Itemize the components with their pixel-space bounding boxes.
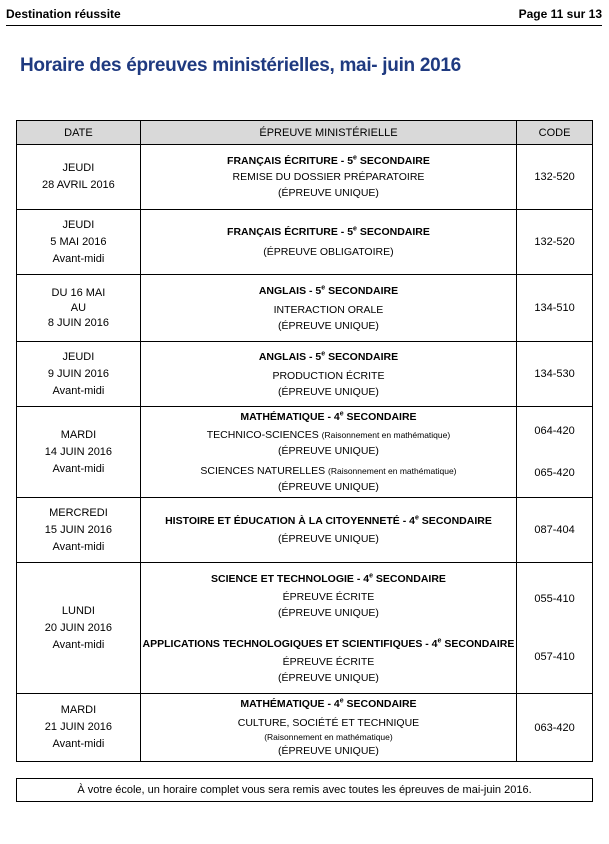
- exam-detail: ÉPREUVE ÉCRITE: [282, 590, 375, 603]
- header-left-text: Destination réussite: [6, 7, 121, 21]
- exam-code: 132-520: [534, 171, 575, 183]
- exam-detail: REMISE DU DOSSIER PRÉPARATOIRE: [232, 171, 425, 183]
- date-line: Avant-midi: [52, 252, 105, 265]
- date-cell: [17, 563, 141, 694]
- date-line: MARDI: [60, 428, 97, 441]
- exam-code: 057-410: [534, 651, 575, 663]
- column-header-exam: ÉPREUVE MINISTÉRIELLE: [140, 121, 516, 145]
- date-line: 14 JUIN 2016: [44, 445, 113, 458]
- code-cell: [517, 694, 593, 762]
- exam-detail: (Raisonnement en mathématique): [264, 732, 393, 742]
- page-number: Page 11 sur 13: [518, 7, 602, 21]
- column-header-code: CODE: [517, 121, 593, 145]
- code-cell: [517, 210, 593, 275]
- date-line: AU: [70, 301, 87, 314]
- table-row: [17, 210, 593, 275]
- exam-cell: [140, 342, 516, 407]
- exam-code: 055-410: [534, 593, 575, 605]
- exam-schedule-table: [16, 120, 593, 762]
- exam-cell: [140, 407, 516, 498]
- exam-detail: ÉPREUVE ÉCRITE: [282, 655, 375, 668]
- date-line: LUNDI: [61, 604, 95, 617]
- exam-detail: (ÉPREUVE OBLIGATOIRE): [263, 246, 394, 258]
- exam-cell: [140, 145, 516, 210]
- page-header: [6, 3, 602, 26]
- code-cell: [517, 275, 593, 342]
- table-row: [17, 563, 593, 694]
- date-cell: [17, 275, 141, 342]
- exam-title: APPLICATIONS TECHNOLOGIQUES ET SCIENTIFIQUES - 4e SECONDAIRE: [142, 637, 515, 650]
- exam-title: SCIENCE ET TECHNOLOGIE - 4e SECONDAIRE: [210, 572, 446, 585]
- exam-detail: PRODUCTION ÉCRITE: [272, 369, 385, 382]
- exam-detail: (ÉPREUVE UNIQUE): [277, 187, 379, 199]
- exam-cell: [140, 563, 516, 694]
- exam-detail: CULTURE, SOCIÉTÉ ET TECHNIQUE: [237, 717, 420, 729]
- exam-title: HISTOIRE ET ÉDUCATION À LA CITOYENNETÉ - 4e SECONDAIRE: [165, 514, 492, 527]
- exam-detail: (ÉPREUVE UNIQUE): [277, 385, 379, 398]
- exam-code: 065-420: [534, 467, 575, 479]
- exam-detail: (ÉPREUVE UNIQUE): [277, 445, 379, 457]
- exam-cell: [140, 498, 516, 563]
- exam-detail: (ÉPREUVE UNIQUE): [277, 745, 379, 757]
- exam-detail: (ÉPREUVE UNIQUE): [277, 533, 379, 545]
- exam-cell: [140, 694, 516, 762]
- code-cell: [517, 145, 593, 210]
- exam-detail: (ÉPREUVE UNIQUE): [277, 481, 379, 493]
- table-row: [17, 342, 593, 407]
- date-line: Avant-midi: [52, 738, 105, 750]
- table-row: [17, 498, 593, 563]
- exam-cell: [140, 275, 516, 342]
- exam-detail: (ÉPREUVE UNIQUE): [277, 606, 379, 619]
- exam-code: 134-510: [534, 302, 575, 314]
- column-header-date: DATE: [17, 121, 141, 145]
- exam-detail: TECHNICO-SCIENCES (Raisonnement en mathématique): [206, 429, 451, 441]
- exam-detail: (ÉPREUVE UNIQUE): [277, 671, 379, 684]
- table-row: [17, 694, 593, 762]
- exam-code: 064-420: [534, 425, 575, 437]
- exam-title: FRANÇAIS ÉCRITURE - 5e SECONDAIRE: [227, 225, 430, 238]
- exam-detail: (ÉPREUVE UNIQUE): [277, 319, 379, 332]
- date-cell: [17, 498, 141, 563]
- date-line: 5 MAI 2016: [50, 235, 107, 248]
- exam-detail: INTERACTION ORALE: [273, 303, 384, 316]
- date-line: Avant-midi: [52, 638, 105, 651]
- exam-detail: SCIENCES NATURELLES (Raisonnement en mathématique): [200, 465, 457, 477]
- date-line: 8 JUIN 2016: [47, 316, 109, 329]
- date-line: Avant-midi: [52, 540, 105, 553]
- exam-code: 063-420: [534, 721, 575, 734]
- exam-cell: [140, 210, 516, 275]
- date-line: JEUDI: [62, 218, 95, 231]
- date-cell: [17, 694, 141, 762]
- date-cell: [17, 210, 141, 275]
- date-line: MARDI: [60, 704, 97, 716]
- code-cell: [517, 342, 593, 407]
- footer-note: À votre école, un horaire complet vous sera remis avec toutes les épreuves de mai-juin 2016.: [16, 778, 593, 802]
- date-line: DU 16 MAI: [51, 286, 106, 299]
- date-cell: [17, 407, 141, 498]
- date-line: 20 JUIN 2016: [44, 621, 113, 634]
- date-line: Avant-midi: [52, 462, 105, 475]
- exam-title: MATHÉMATIQUE - 4e SECONDAIRE: [240, 697, 417, 710]
- date-line: 15 JUIN 2016: [44, 523, 113, 536]
- exam-title: MATHÉMATIQUE - 4e SECONDAIRE: [240, 410, 417, 423]
- date-line: JEUDI: [62, 162, 95, 174]
- exam-code: 132-520: [534, 236, 575, 248]
- table-header-row: [17, 121, 593, 145]
- date-line: 28 AVRIL 2016: [42, 179, 115, 191]
- date-line: MERCREDI: [49, 506, 108, 519]
- exam-code: 087-404: [534, 524, 575, 536]
- code-cell: [517, 563, 593, 694]
- exam-title: ANGLAIS - 5e SECONDAIRE: [258, 350, 399, 363]
- exam-code: 134-530: [534, 368, 575, 380]
- page-title: Horaire des épreuves ministérielles, mai- juin 2016: [20, 55, 461, 76]
- table-row: [17, 275, 593, 342]
- table-row: [17, 407, 593, 498]
- code-cell: [517, 407, 593, 498]
- date-line: 9 JUIN 2016: [47, 367, 109, 380]
- date-cell: [17, 342, 141, 407]
- date-line: 21 JUIN 2016: [44, 721, 113, 733]
- date-line: JEUDI: [62, 350, 95, 363]
- date-cell: [17, 145, 141, 210]
- exam-title: FRANÇAIS ÉCRITURE - 5e SECONDAIRE: [227, 154, 430, 167]
- date-line: Avant-midi: [52, 384, 105, 397]
- code-cell: [517, 498, 593, 563]
- exam-title: ANGLAIS - 5e SECONDAIRE: [258, 284, 399, 297]
- table-row: [17, 145, 593, 210]
